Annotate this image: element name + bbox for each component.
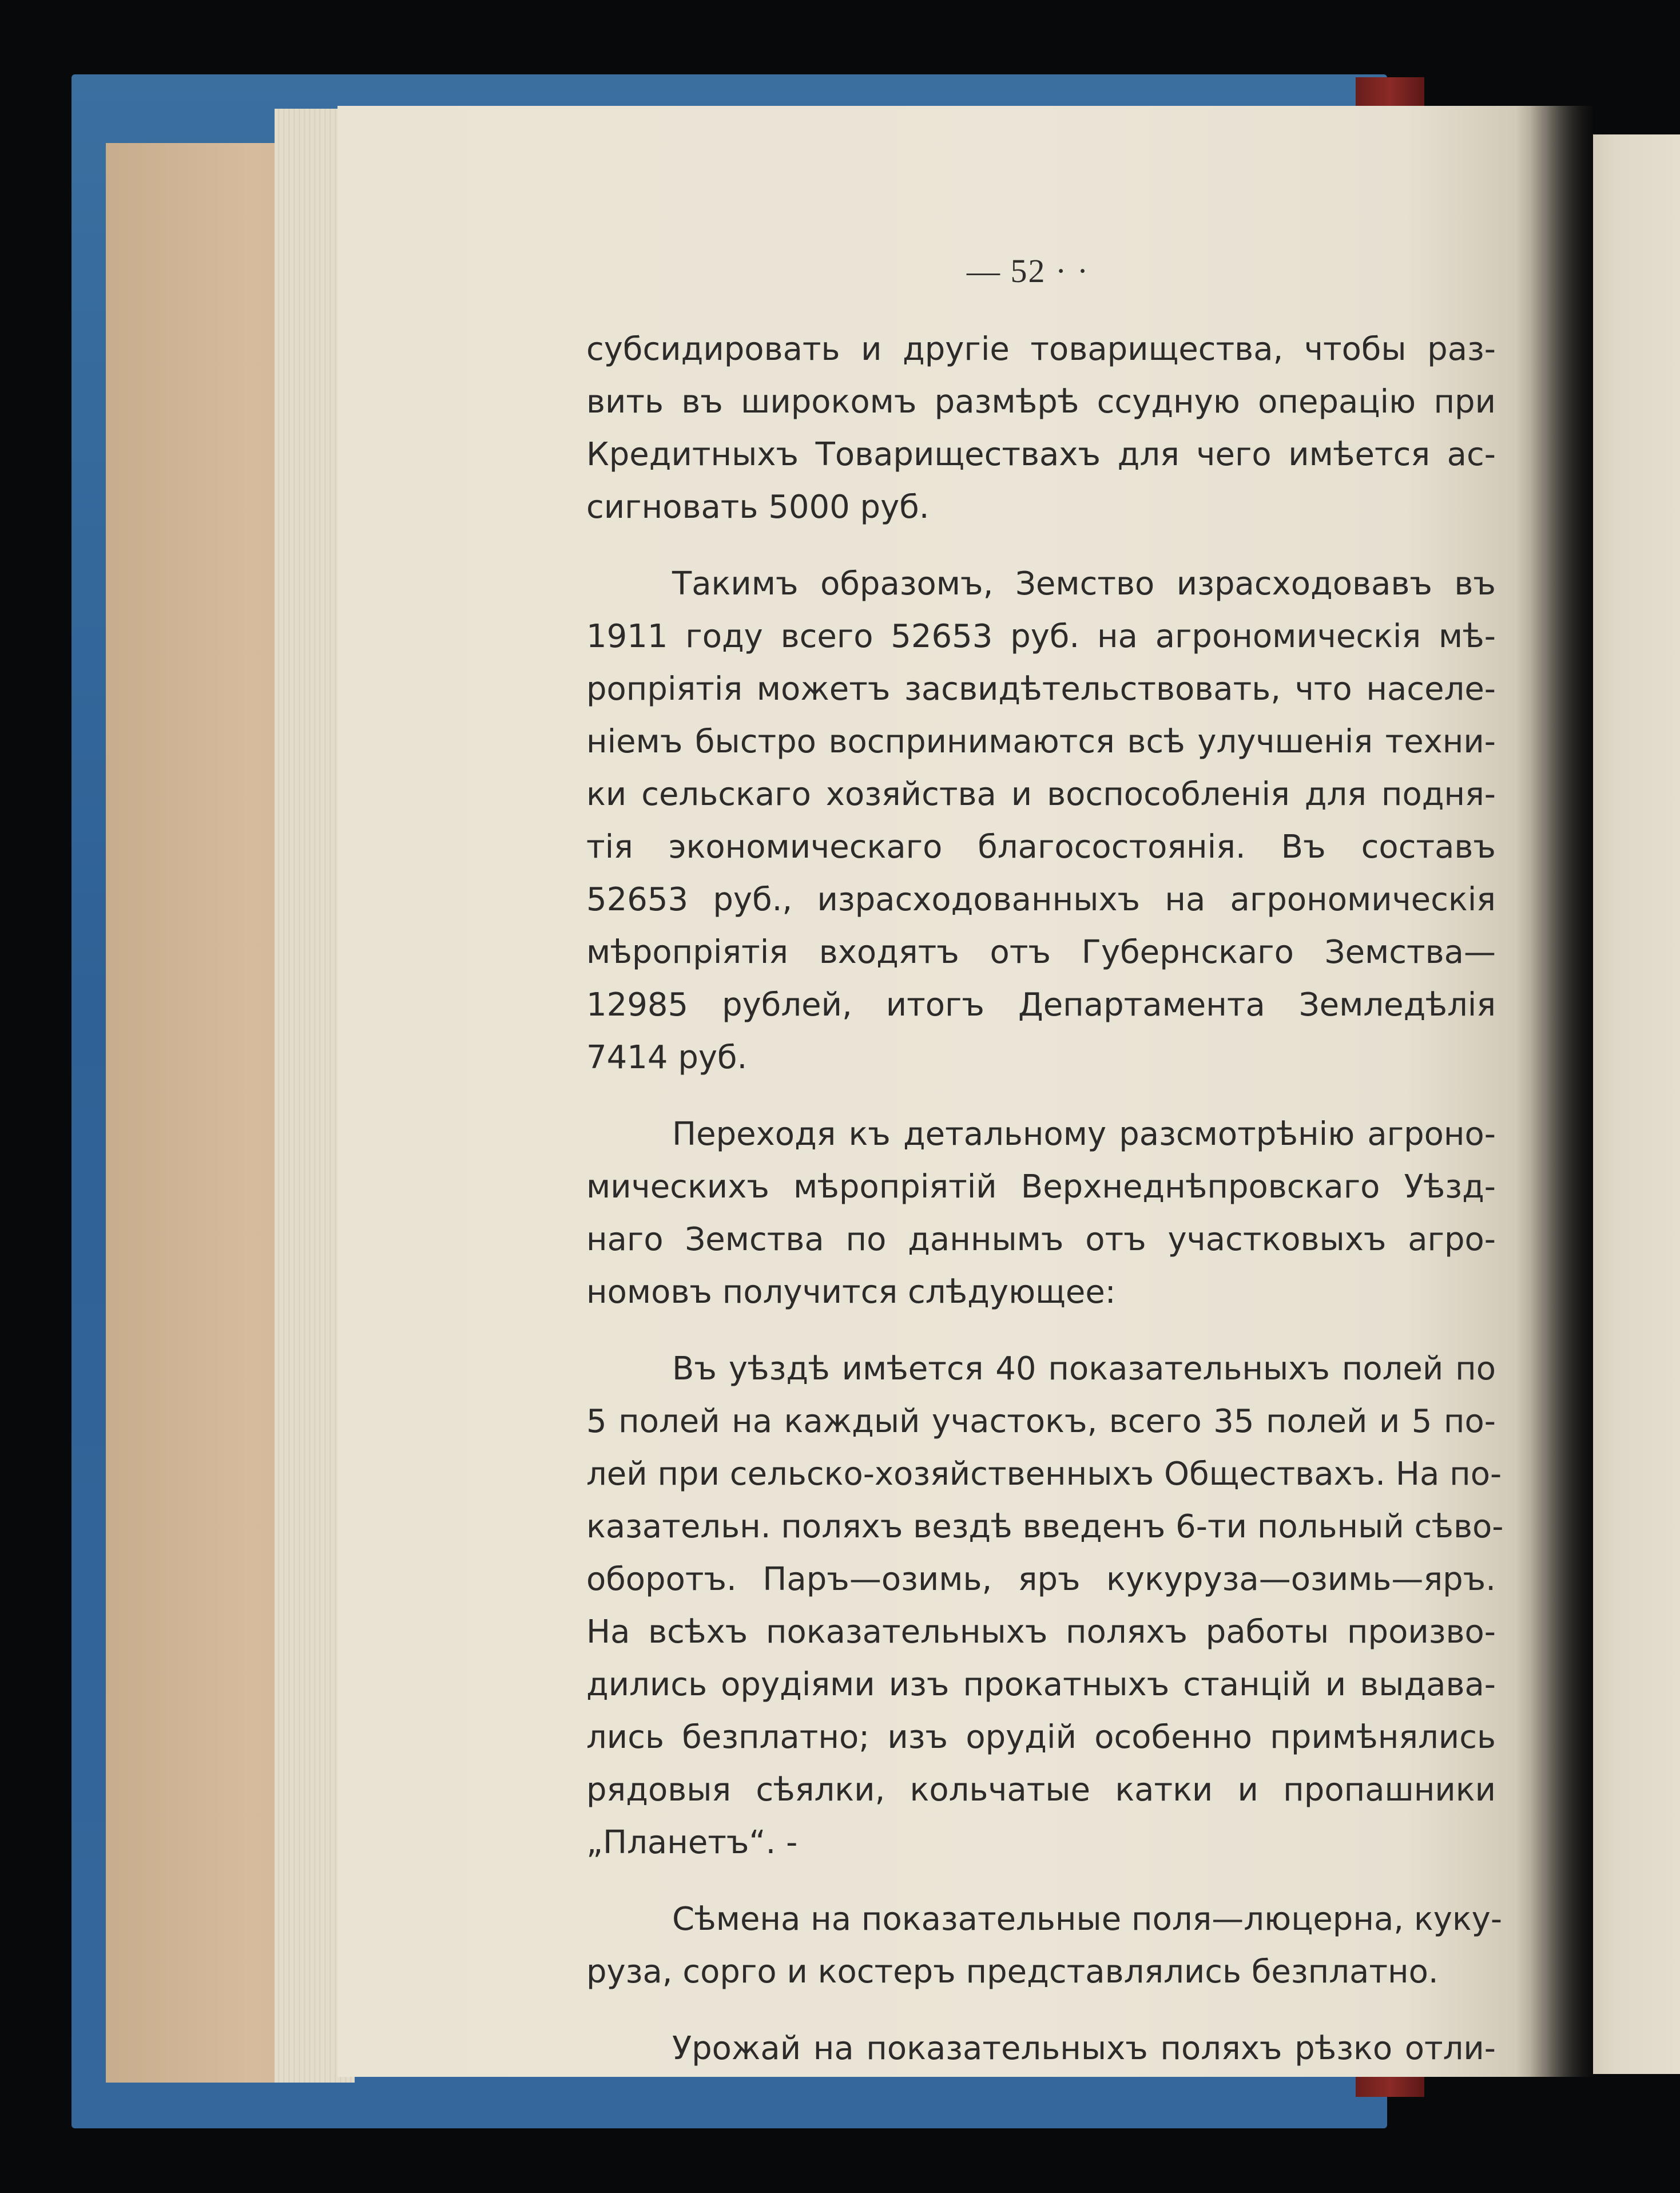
page-number: — 52 · · <box>967 252 1090 290</box>
page-body-text <box>586 323 1504 2099</box>
text-line: 7414 руб. <box>586 1039 748 1076</box>
text-line: номовъ получится слѣдующее: <box>586 1274 1116 1311</box>
text-line: лей при сельско-хозяйственныхъ Обществахъ. На по- <box>586 1456 1502 1493</box>
paragraph <box>586 558 1496 1084</box>
text-line: ропріятія можетъ засвидѣтельствовать, что населе- <box>586 671 1496 708</box>
text-line: сигновать 5000 руб. <box>586 489 930 526</box>
text-line: Сѣмена на показательные поля—люцерна, куку- <box>672 1901 1503 1938</box>
text-line: дились орудіями изъ прокатныхъ станцій и выдава- <box>586 1666 1496 1703</box>
text-line: ніемъ быстро воспринимаются всѣ улучшенія техни- <box>586 723 1496 760</box>
page-gutter-shadow <box>1516 106 1593 2077</box>
paragraph <box>586 1893 1503 1998</box>
text-line: мическихъ мѣропріятій Верхнеднѣпровскаго Уѣзд- <box>586 1168 1496 1205</box>
text-line: На всѣхъ показательныхъ поляхъ работы произво- <box>586 1613 1496 1651</box>
text-line: 52653 руб., израсходованныхъ на агрономическія <box>586 881 1496 918</box>
text-line: мѣропріятія входятъ отъ Губернскаго Земства— <box>586 934 1496 971</box>
text-line: субсидировать и другіе товарищества, чтобы раз- <box>586 331 1496 368</box>
text-line: Урожай на показательныхъ поляхъ рѣзко отли- <box>672 2030 1496 2067</box>
text-line: 1911 году всего 52653 руб. на агрономическія мѣ- <box>586 618 1496 655</box>
text-line: Переходя къ детальному разсмотрѣнію агроно- <box>672 1116 1496 1153</box>
text-line: „Планетъ“. - <box>586 1824 798 1861</box>
paragraph <box>586 1108 1496 1319</box>
text-line: Въ уѣздѣ имѣется 40 показательныхъ полей по <box>672 1350 1496 1387</box>
text-line: Такимъ образомъ, Земство израсходовавъ въ <box>672 565 1496 602</box>
text-line: руза, сорго и костеръ представлялись безплатно. <box>586 1953 1439 1990</box>
text-line: оборотъ. Паръ—озимь, яръ кукуруза—озимь—яръ. <box>586 1561 1496 1598</box>
text-line: 5 полей на каждый участокъ, всего 35 полей и 5 по- <box>586 1403 1496 1440</box>
text-line: лись безплатно; изъ орудій особенно примѣнялись <box>586 1719 1496 1756</box>
text-line: вить въ широкомъ размѣрѣ ссудную операцію при <box>586 383 1496 421</box>
text-line: Кредитныхъ Товариществахъ для чего имѣется ас- <box>586 436 1496 473</box>
text-line: 12985 рублей, итогъ Департамента Земледѣлія <box>586 986 1496 1024</box>
text-line: тія экономическаго благосостоянія. Въ составъ <box>586 828 1496 866</box>
text-line: рядовыя сѣялки, кольчатые катки и пропашники <box>586 1771 1496 1809</box>
text-line: казательн. поляхъ вездѣ введенъ 6-ти польный сѣво- <box>586 1508 1504 1545</box>
paragraph <box>586 2023 1496 2075</box>
text-line: ки сельскаго хозяйства и воспособленія для подня- <box>586 776 1496 813</box>
paragraph <box>586 323 1496 534</box>
paragraph <box>586 1343 1504 1869</box>
text-line: наго Земства по даннымъ отъ участковыхъ агро- <box>586 1221 1496 1258</box>
